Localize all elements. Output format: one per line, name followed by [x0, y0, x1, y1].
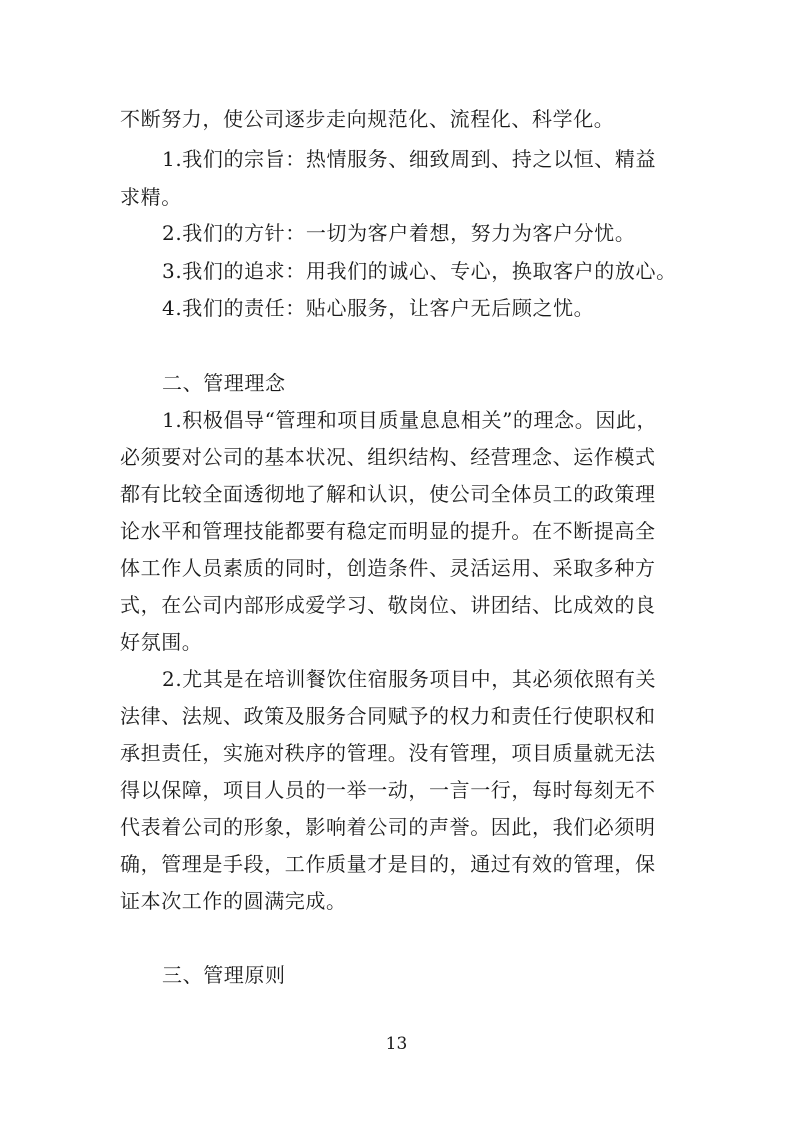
text-line: 3.我们的追求：用我们的诚心、专心，换取客户的放心。: [162, 259, 677, 283]
text-line: 2.我们的方针：一切为客户着想，努力为客户分忧。: [162, 221, 636, 245]
text-line: 确，管理是手段，工作质量才是目的，通过有效的管理，保: [120, 852, 656, 876]
text-line: 证本次工作的圆满完成。: [120, 889, 347, 913]
text-line: 式，在公司内部形成爱学习、敬岗位、讲团结、比成效的良: [120, 593, 656, 617]
text-line: 1.积极倡导“管理和项目质量息息相关”的理念。因此，: [162, 408, 658, 432]
text-line: 代表着公司的形象，影响着公司的声誉。因此，我们必须明: [120, 815, 656, 839]
page-number: 13: [385, 1034, 408, 1054]
text-line: 必须要对公司的基本状况、组织结构、经营理念、运作模式: [120, 445, 656, 469]
text-line: 法律、法规、政策及服务合同赋予的权力和责任行使职权和: [120, 704, 656, 728]
section-heading: 二、管理理念: [162, 371, 286, 395]
text-line: 好氛围。: [120, 630, 203, 654]
text-line: 2.尤其是在培训餐饮住宿服务项目中，其必须依照有关: [162, 667, 657, 691]
section-heading: 三、管理原则: [162, 963, 286, 987]
text-line: 体工作人员素质的同时，创造条件、灵活运用、采取多种方: [120, 556, 656, 580]
text-line: 承担责任，实施对秩序的管理。没有管理，项目质量就无法: [120, 741, 656, 765]
text-line: 1.我们的宗旨：热情服务、细致周到、持之以恒、精益: [162, 147, 657, 171]
text-line: 得以保障，项目人员的一举一动，一言一行，每时每刻无不: [120, 778, 656, 802]
text-line: 4.我们的责任：贴心服务，让客户无后顾之忧。: [162, 296, 595, 320]
text-line: 都有比较全面透彻地了解和认识，使公司全体员工的政策理: [120, 482, 656, 506]
text-line: 求精。: [120, 185, 182, 209]
text-line: 不断努力，使公司逐步走向规范化、流程化、科学化。: [120, 107, 615, 131]
text-line: 论水平和管理技能都要有稳定而明显的提升。在不断提高全: [120, 519, 656, 543]
